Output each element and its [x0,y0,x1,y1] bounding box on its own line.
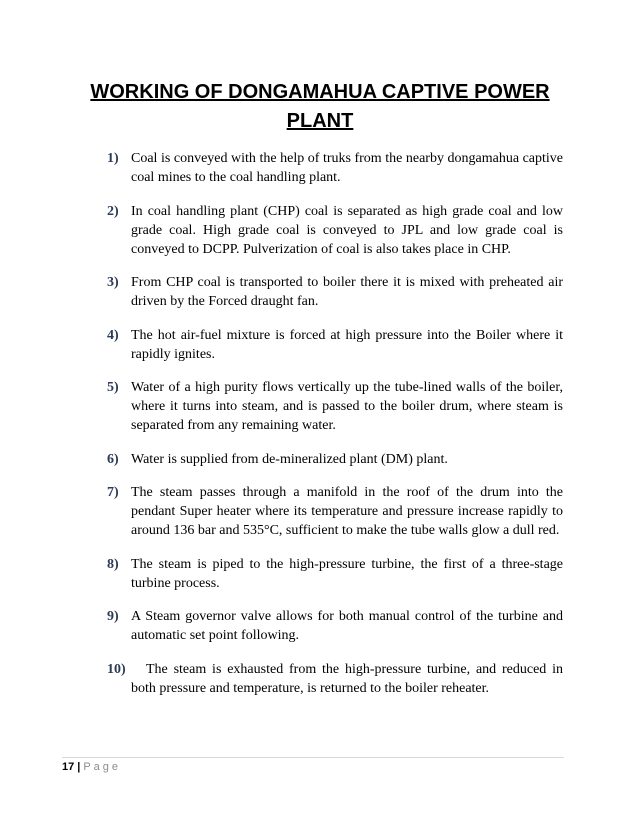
list-item [107,202,563,259]
item-number: 10) [107,661,126,677]
item-number: 7) [107,485,119,500]
list-item [107,483,563,540]
list-item [107,450,563,469]
page-footer [62,757,564,773]
document-title [70,78,570,136]
list-item [107,326,563,364]
steps-list [107,149,563,712]
page-label: Page [83,761,122,773]
footer-separator: | [77,761,81,773]
item-text: From CHP coal is transported to boiler there it is mixed with preheated air driven by the Forced draught fan. [131,275,563,309]
item-text: The steam is piped to the high-pressure turbine, the first of a three-stage turbine process. [131,556,563,591]
item-text: In coal handling plant (CHP) coal is separated as high grade coal and low grade coal. High grade coal is conveyed to JPL and low grade coal is conveyed to DCPP. Pulverization of coal is also takes place in CHP. [131,203,563,257]
item-text: Coal is conveyed with the help of truks from the nearby dongamahua captive coal mines to the coal handling plant. [131,151,563,185]
item-text: The steam is exhausted from the high-pressure turbine, and reduced in both pressure and temperature, is returned to the boiler reheater. [131,661,563,696]
list-item [107,660,563,698]
item-number: 4) [107,327,119,343]
list-item [107,555,563,593]
item-number: 9) [107,609,119,624]
item-number: 2) [107,203,119,219]
list-item [107,607,563,645]
item-number: 3) [107,275,119,290]
item-number: 1) [107,151,119,166]
title-line-2: PLANT [286,110,354,132]
item-text: A Steam governor valve allows for both manual control of the turbine and automatic set point following. [131,609,563,643]
item-number: 8) [107,556,119,572]
title-line-1: WORKING OF DONGAMAHUA CAPTIVE POWER [90,81,550,103]
item-text: Water of a high purity flows vertically up the tube-lined walls of the boiler, where it turns into steam, and is passed to the boiler drum, where steam is separated from any remaining water. [131,380,563,433]
item-text: Water is supplied from de-mineralized plant (DM) plant. [131,451,448,467]
item-number: 6) [107,451,119,467]
list-item [107,273,563,311]
list-item [107,149,563,187]
list-item [107,378,563,435]
item-number: 5) [107,380,119,395]
page-number: 17 [62,761,75,773]
item-text: The hot air-fuel mixture is forced at high pressure into the Boiler where it rapidly ignites. [131,327,563,362]
item-text: The steam passes through a manifold in the roof of the drum into the pendant Super heater where its temperature and pressure increase rapidly to around 136 bar and 535°C, sufficient to make the tube walls glow a dull red. [131,485,563,538]
